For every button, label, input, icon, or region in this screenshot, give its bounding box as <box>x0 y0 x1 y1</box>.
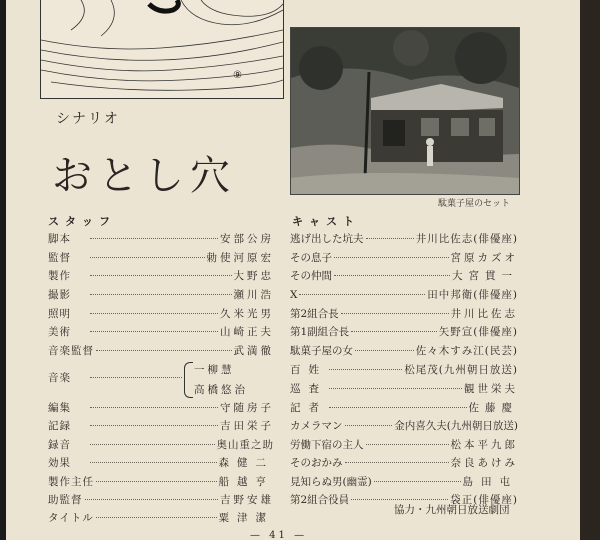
staff-row <box>48 420 274 432</box>
cast-row <box>290 289 518 301</box>
cast-name: 宮原カズオ <box>450 252 518 264</box>
photo-image <box>291 28 519 194</box>
staff-name: 奥山重之助 <box>216 439 274 451</box>
cast-name: 佐藤慶 <box>468 402 518 414</box>
leader-dots <box>85 499 219 500</box>
magazine-page <box>6 0 580 540</box>
cast-row <box>290 383 518 395</box>
photo-candy-shop-set <box>290 27 520 195</box>
cast-row <box>290 252 518 264</box>
cast-role: 百姓 <box>290 364 327 376</box>
leader-dots <box>90 425 218 426</box>
staff-row <box>48 512 274 524</box>
page-title: おとし穴 <box>52 153 236 199</box>
cast-role: 第2組合長 <box>290 308 339 320</box>
staff-name: 勅使河原宏 <box>206 252 274 264</box>
staff-row <box>48 270 274 282</box>
staff-role: 脚本 <box>48 233 71 245</box>
leader-dots <box>90 331 218 332</box>
cast-role: 駄菓子屋の女 <box>290 345 353 357</box>
map-marker-label: ⑨ <box>233 70 242 81</box>
cast-role: 労働下宿の主人 <box>290 439 364 451</box>
cast-role: 逃げ出した坑夫 <box>290 233 364 245</box>
cast-row <box>290 326 518 338</box>
leader-dots <box>329 407 467 408</box>
leader-dots <box>366 444 449 445</box>
leader-dots <box>90 238 218 239</box>
leader-dots <box>96 350 232 351</box>
cast-row <box>290 233 518 245</box>
staff-row <box>48 494 274 506</box>
staff-role: 助監督 <box>48 494 83 506</box>
staff-row <box>48 308 274 320</box>
leader-dots <box>90 313 218 314</box>
staff-role: 効果 <box>48 457 71 469</box>
leader-dots <box>345 462 449 463</box>
staff-row <box>48 457 274 469</box>
leader-dots <box>96 481 217 482</box>
leader-dots <box>90 257 205 258</box>
staff-role: 記録 <box>48 420 71 432</box>
cast-name: 金内喜久夫(九州朝日放送) <box>394 420 518 432</box>
cast-name: 観世栄夫 <box>464 383 518 395</box>
cast-role: 見知らぬ男(幽霊) <box>290 476 372 488</box>
leader-dots <box>96 517 217 518</box>
staff-role: 音楽監督 <box>48 345 94 357</box>
cast-row <box>290 270 518 282</box>
staff-row <box>48 372 184 384</box>
staff-heading: スタッフ <box>48 215 116 228</box>
cast-role: カメラマン <box>290 420 343 432</box>
cast-name: 矢野宣(俳優座) <box>438 326 518 338</box>
staff-name: 粟津潔 <box>218 512 274 524</box>
staff-role: タイトル <box>48 512 94 524</box>
staff-name: 船越亨 <box>218 476 274 488</box>
cast-row <box>290 345 518 357</box>
staff-row <box>48 439 274 451</box>
staff-role: 製作主任 <box>48 476 94 488</box>
staff-name: 久米光男 <box>220 308 274 320</box>
cast-name: 松本平九郎 <box>450 439 518 451</box>
leader-dots <box>90 444 215 445</box>
cast-role: そのおかみ <box>290 457 343 469</box>
staff-name: 吉野安雄 <box>220 494 274 506</box>
leader-dots <box>90 462 217 463</box>
cast-heading: キャスト <box>292 215 360 228</box>
cast-role: 第1副組合長 <box>290 326 350 338</box>
staff-row <box>48 345 274 357</box>
cast-name: 大宮貫一 <box>452 270 518 282</box>
book-spine <box>580 0 600 540</box>
staff-name: 守随房子 <box>220 402 274 414</box>
photo-caption: 駄菓子屋のセット <box>438 199 511 209</box>
leader-dots <box>90 294 232 295</box>
cast-role: その息子 <box>290 252 332 264</box>
cast-name: 袋正(俳優座) <box>450 494 518 506</box>
cast-name: 松尾茂(九州朝日放送) <box>404 364 518 376</box>
genre-label: シナリオ <box>56 111 120 127</box>
staff-role: 照明 <box>48 308 71 320</box>
staff-name: 瀬川浩 <box>233 289 274 301</box>
leader-dots <box>329 369 402 370</box>
cast-row <box>290 402 518 414</box>
leader-dots <box>351 499 448 500</box>
leader-dots <box>299 294 425 295</box>
staff-row <box>48 326 274 338</box>
cast-row <box>290 308 518 320</box>
brace-bracket <box>184 362 193 398</box>
staff-role: 監督 <box>48 252 71 264</box>
staff-role: 美術 <box>48 326 71 338</box>
cast-row <box>290 457 518 469</box>
leader-dots <box>341 313 449 314</box>
cast-role: 巡査 <box>290 383 327 395</box>
staff-row <box>48 233 274 245</box>
leader-dots <box>90 275 232 276</box>
leader-dots <box>90 377 182 378</box>
map-illustration <box>40 0 284 99</box>
cast-name: 井川比佐志(俳優座) <box>415 233 518 245</box>
cast-name: 井川比佐志 <box>450 308 518 320</box>
cast-name: 島田屯 <box>462 476 518 488</box>
staff-name: 森健二 <box>218 457 274 469</box>
cast-role: 第2組合役員 <box>290 494 350 506</box>
leader-dots <box>90 407 218 408</box>
cast-role: その仲間 <box>290 270 332 282</box>
leader-dots <box>355 350 414 351</box>
staff-row <box>48 402 274 414</box>
cast-role: 記者 <box>290 402 327 414</box>
cast-name: 田中邦衛(俳優座) <box>427 289 518 301</box>
staff-name: 山崎正夫 <box>220 326 274 338</box>
staff-row <box>48 476 274 488</box>
staff-role: 録音 <box>48 439 71 451</box>
leader-dots <box>351 331 437 332</box>
cast-role: X <box>290 289 298 301</box>
staff-name: 高橋悠治 <box>194 384 248 396</box>
staff-name: 安部公房 <box>220 233 274 245</box>
cast-row <box>290 439 518 451</box>
leader-dots <box>329 388 462 389</box>
staff-row <box>48 252 274 264</box>
cast-row <box>290 364 518 376</box>
cast-row <box>290 476 518 488</box>
staff-name: 大野忠 <box>233 270 274 282</box>
page-number: — 41 — <box>250 530 308 540</box>
leader-dots <box>334 257 449 258</box>
staff-name: 吉田栄子 <box>220 420 274 432</box>
contour-map <box>41 0 283 98</box>
cast-row <box>290 420 518 432</box>
leader-dots <box>334 275 450 276</box>
leader-dots <box>366 238 414 239</box>
staff-name: 武満徹 <box>233 345 274 357</box>
cast-name: 佐々木すみ江(民芸) <box>415 345 518 357</box>
cast-name: 奈良あけみ <box>450 457 518 469</box>
staff-role: 編集 <box>48 402 71 414</box>
staff-role: 製作 <box>48 270 71 282</box>
leader-dots <box>345 425 393 426</box>
staff-row <box>48 289 274 301</box>
staff-role: 撮影 <box>48 289 71 301</box>
leader-dots <box>374 481 461 482</box>
staff-role: 音楽 <box>48 372 71 384</box>
cooperation-credit: 協力・九州朝日放送劇団 <box>394 504 510 516</box>
staff-name: 一柳慧 <box>194 364 235 376</box>
